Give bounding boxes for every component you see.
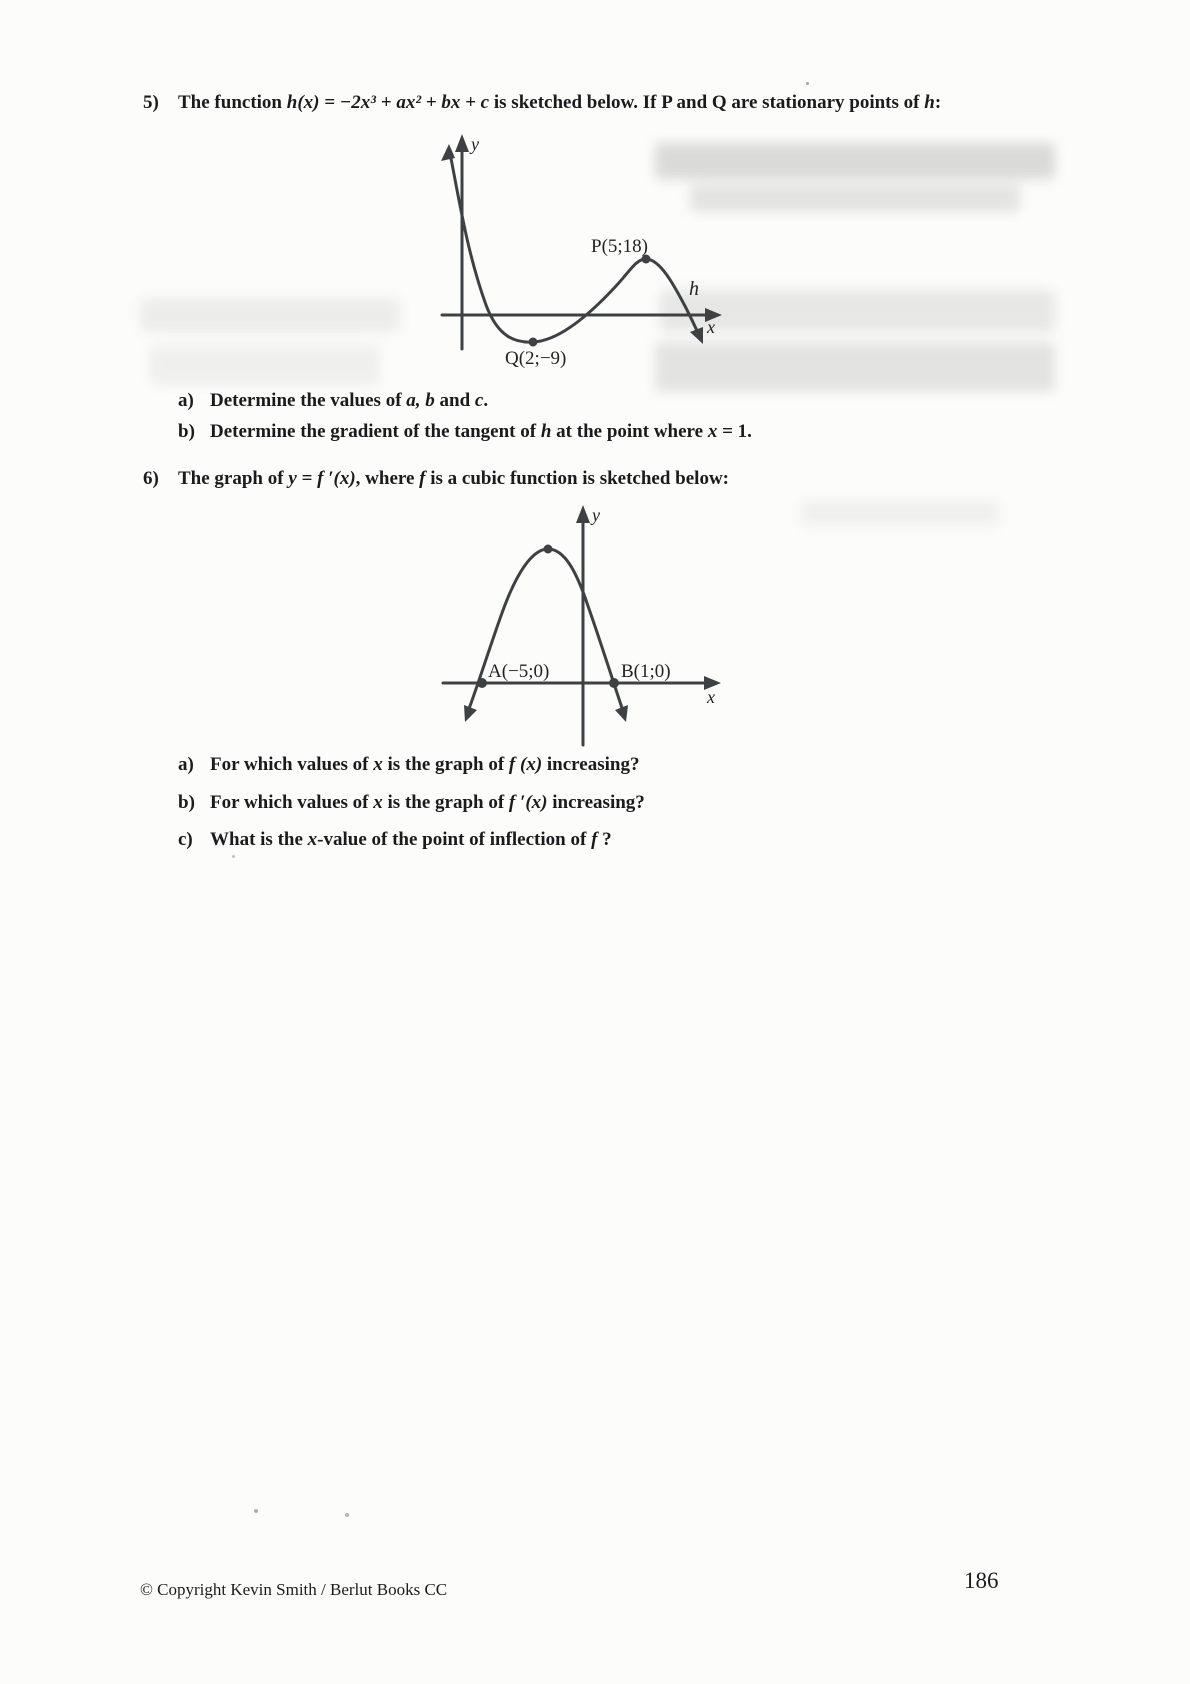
question-6b-number: b) — [178, 792, 195, 813]
question-6-graph — [415, 468, 735, 758]
curve-label: h — [689, 278, 699, 300]
question-6b — [178, 790, 1038, 815]
parabola-curve — [467, 549, 623, 714]
scan-artifact — [800, 500, 1000, 526]
point-q-dot — [529, 338, 538, 347]
curve-top-arrow-icon — [441, 144, 455, 161]
question-6-text: The graph of y = f ′(x), where f is a cubic function is sketched below: — [178, 468, 729, 489]
scan-artifact — [690, 184, 1020, 212]
question-5-text: The function h(x) = −2x³ + ax² + bx + c is sketched below. If P and Q are stationary points of h: — [178, 92, 942, 113]
y-axis-arrow-icon — [576, 505, 590, 523]
y-axis-label: y — [592, 505, 600, 525]
curve-left-arrow-icon — [464, 705, 477, 722]
scan-speck — [232, 855, 235, 858]
scan-speck — [254, 1509, 258, 1513]
question-6b-text: For which values of x is the graph of f ′(x) increasing? — [210, 792, 645, 813]
question-5-graph — [380, 125, 732, 377]
vertex-dot — [544, 545, 553, 554]
copyright-notice: © Copyright Kevin Smith / Berlut Books CC — [140, 1580, 448, 1599]
point-a-label: A(−5;0) — [488, 661, 550, 682]
question-5b-number: b) — [178, 421, 195, 442]
question-6a-number: a) — [178, 754, 194, 775]
question-5-heading — [143, 90, 1153, 115]
scan-artifact — [150, 345, 380, 385]
x-axis-label: x — [707, 317, 715, 337]
scan-speck — [345, 1513, 349, 1517]
question-5a-number: a) — [178, 390, 194, 411]
question-5a-text: Determine the values of a, b and c. — [210, 390, 489, 411]
question-5-number: 5) — [143, 92, 159, 113]
page-number: 186 — [964, 1568, 999, 1593]
question-6c — [178, 827, 1038, 852]
question-5a — [178, 388, 1038, 413]
question-5b — [178, 419, 1038, 444]
point-b-dot — [609, 678, 619, 688]
point-a-dot — [477, 678, 487, 688]
curve-right-arrow-icon — [615, 705, 628, 722]
curve-end-arrow-icon — [690, 327, 703, 344]
x-axis-label: x — [707, 687, 715, 707]
question-6a-text: For which values of x is the graph of f (x) increasing? — [210, 754, 640, 775]
point-p-label: P(5;18) — [591, 236, 648, 257]
y-axis-label: y — [471, 134, 479, 154]
scan-speck — [806, 82, 809, 85]
point-b-label: B(1;0) — [621, 661, 671, 682]
question-6c-text: What is the x-value of the point of inflection of f ? — [210, 829, 612, 850]
question-6a — [178, 752, 1038, 777]
question-6c-number: c) — [178, 829, 193, 850]
question-6-number: 6) — [143, 468, 159, 489]
question-5b-text: Determine the gradient of the tangent of h at the point where x = 1. — [210, 421, 752, 442]
scan-artifact — [140, 298, 400, 332]
point-q-label: Q(2;−9) — [505, 348, 567, 369]
y-axis-arrow-icon — [455, 134, 469, 152]
